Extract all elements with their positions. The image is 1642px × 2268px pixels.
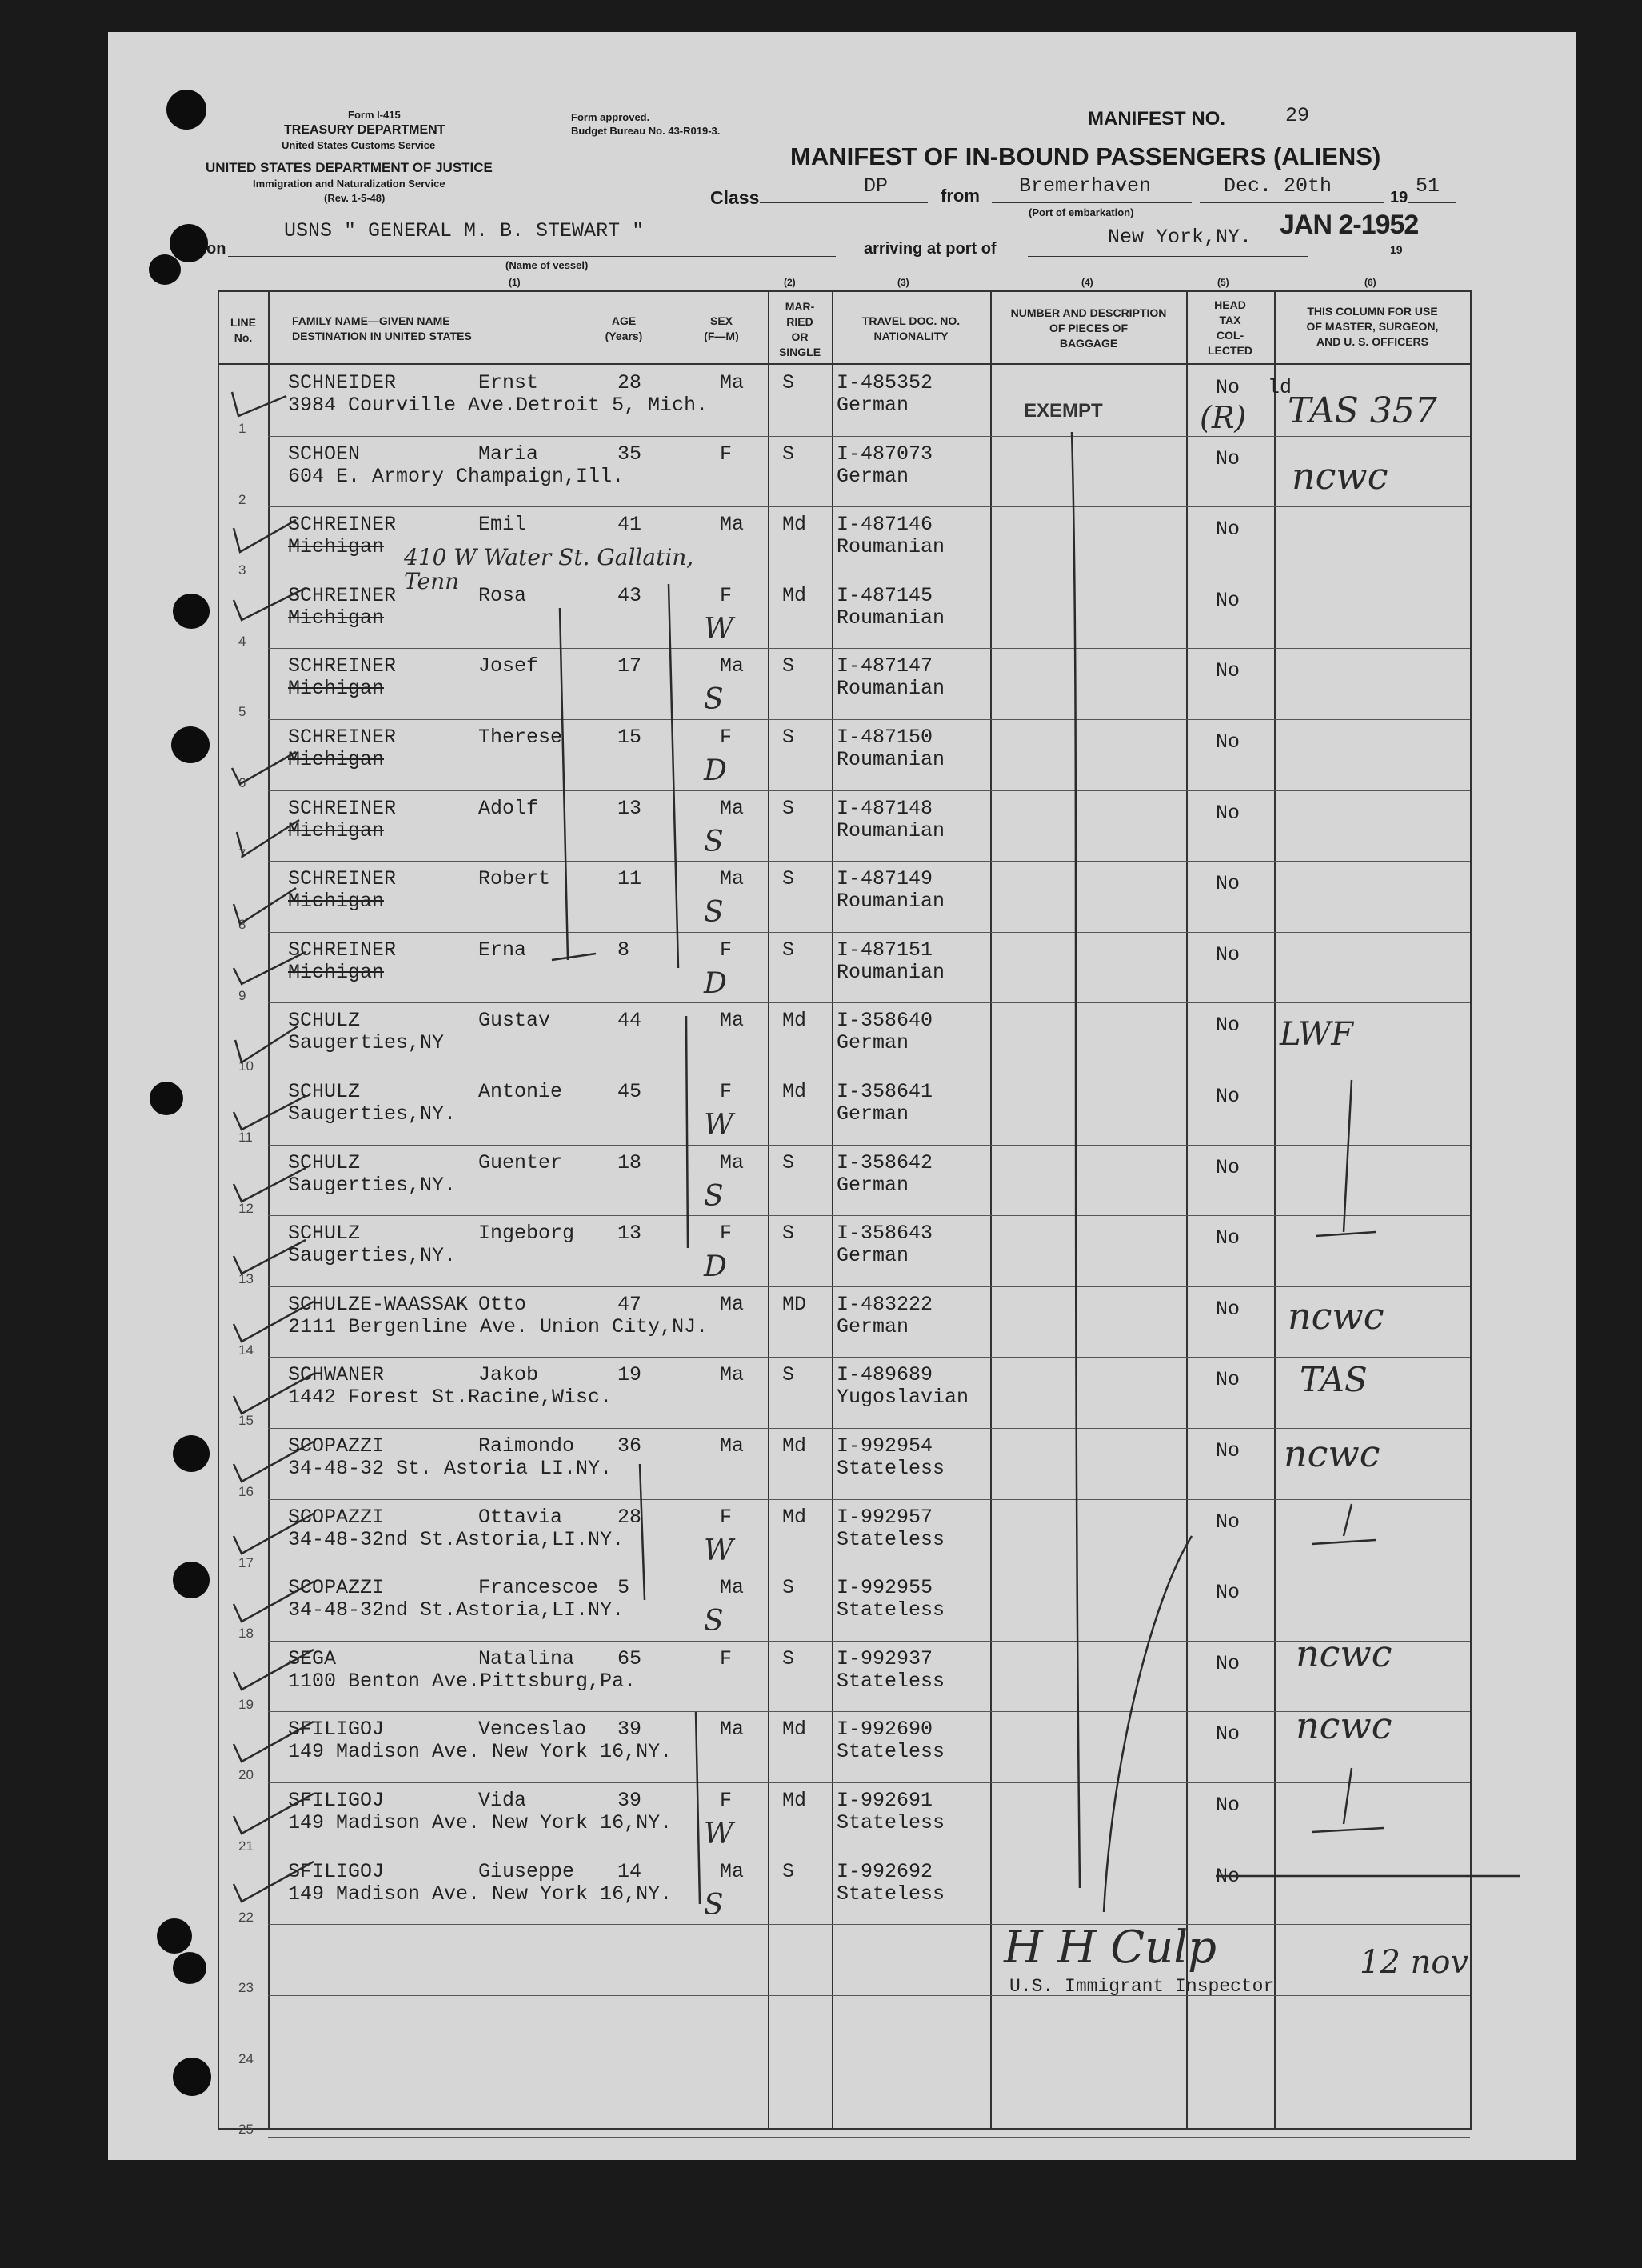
destination: 604 E. Armory Champaign,Ill.	[288, 464, 625, 488]
nationality: German	[837, 1314, 909, 1338]
handwritten-status: W	[704, 1818, 734, 1850]
col-num-3: (3)	[897, 277, 909, 288]
family-name: SCHREINER	[288, 796, 397, 820]
travel-doc-no: I-992692	[837, 1859, 933, 1883]
sex: Ma	[720, 1363, 745, 1387]
destination: 1100 Benton Ave.Pittsburg,Pa.	[288, 1669, 637, 1693]
nationality: German	[837, 394, 909, 417]
officer-note-10: LWF	[1280, 1016, 1353, 1053]
destination: 149 Madison Ave. New York 16,NY.	[288, 1811, 673, 1834]
destination: Saugerties,NY	[288, 1031, 445, 1055]
sex: Ma	[720, 1576, 745, 1600]
sex: F	[720, 938, 733, 962]
head-tax: No	[1216, 376, 1240, 399]
travel-doc-no: I-358640	[837, 1009, 933, 1033]
travel-doc-no: I-992691	[837, 1789, 933, 1812]
age: 13	[617, 1222, 642, 1246]
given-name: Ernst	[478, 371, 539, 394]
head-tax: No	[1216, 1510, 1240, 1534]
destination: Saugerties,NY.	[288, 1244, 457, 1268]
officer-note-1: TAS 357	[1288, 390, 1437, 431]
marital-status: S	[782, 1646, 795, 1670]
nationality: Yugoslavian	[837, 1386, 969, 1410]
head-tax: No	[1216, 1439, 1240, 1462]
header-family-name: FAMILY NAME—GIVEN NAME DESTINATION IN UNITED STATES	[292, 314, 472, 342]
family-name: SCHOEN	[288, 442, 361, 466]
line-number: 23	[238, 1980, 254, 1996]
sex: Ma	[720, 1718, 745, 1742]
col-num-4: (4)	[1081, 277, 1093, 288]
travel-doc-no: I-485352	[837, 371, 933, 394]
baggage-r-mark: (R)	[1200, 400, 1247, 435]
sex: F	[720, 1789, 733, 1812]
given-name: Gustav	[478, 1009, 551, 1033]
marital-status: S	[782, 442, 795, 466]
head-tax: No	[1216, 1581, 1240, 1605]
age: 39	[617, 1789, 642, 1812]
given-name: Ottavia	[478, 1505, 563, 1529]
age: 44	[617, 1009, 642, 1033]
marital-status: S	[782, 371, 795, 394]
sex: Ma	[720, 1009, 745, 1033]
header-sex: SEX (F—M)	[704, 314, 739, 342]
nationality: Stateless	[837, 1669, 945, 1693]
destination: 34-48-32nd St.Astoria,LI.NY.	[288, 1598, 625, 1622]
given-name: Therese	[478, 726, 563, 749]
year-prefix: 19	[1390, 189, 1408, 206]
family-name: SCOPAZZI	[288, 1576, 385, 1600]
sex: F	[720, 1222, 733, 1246]
baggage-exempt-stamp: EXEMPT	[1024, 400, 1103, 422]
age: 35	[617, 442, 642, 466]
vessel-label: (Name of vessel)	[505, 259, 589, 271]
sex: Ma	[720, 513, 745, 537]
sex: Ma	[720, 796, 745, 820]
line-number: 17	[238, 1554, 254, 1570]
marital-status: S	[782, 867, 795, 891]
nationality: Roumanian	[837, 890, 945, 914]
family-name: SCHREINER	[288, 583, 397, 607]
marital-status: S	[782, 1222, 795, 1246]
age: 15	[617, 726, 642, 749]
age: 39	[617, 1718, 642, 1742]
departure-date: Dec. 20th	[1224, 174, 1332, 198]
header-married: MAR- RIED OR SINGLE	[778, 300, 821, 358]
line-number: 7	[238, 846, 246, 862]
given-name: Jakob	[478, 1363, 539, 1387]
line-number: 24	[238, 2050, 254, 2066]
destination: Michigan	[288, 748, 385, 771]
marital-status: S	[782, 1576, 795, 1600]
given-name: Adolf	[478, 796, 539, 820]
note-mark: ld	[1268, 376, 1292, 399]
destination: 34-48-32nd St.Astoria,LI.NY.	[288, 1527, 625, 1551]
marital-status: S	[782, 726, 795, 749]
head-tax: No	[1216, 1368, 1240, 1392]
head-tax: No	[1216, 1651, 1240, 1675]
sex: F	[720, 583, 733, 607]
nationality: Roumanian	[837, 818, 945, 842]
age: 45	[617, 1080, 642, 1103]
travel-doc-no: I-487147	[837, 654, 933, 678]
destination: Michigan	[288, 890, 385, 914]
travel-doc-no: I-992937	[837, 1646, 933, 1670]
line-number: 5	[238, 704, 246, 720]
handwritten-status: S	[704, 1605, 724, 1638]
given-name: Guenter	[478, 1150, 563, 1174]
nationality: German	[837, 1102, 909, 1126]
line-number: 3	[238, 562, 246, 578]
travel-doc-no: I-992955	[837, 1576, 933, 1600]
handwritten-status: S	[704, 1179, 724, 1213]
age: 65	[617, 1646, 642, 1670]
travel-doc-no: I-487073	[837, 442, 933, 466]
head-tax: No	[1216, 1297, 1240, 1321]
given-name: Robert	[478, 867, 551, 891]
given-name: Natalina	[478, 1646, 575, 1670]
family-name: SCHWANER	[288, 1363, 385, 1387]
travel-doc-no: I-358643	[837, 1222, 933, 1246]
nationality: Stateless	[837, 1457, 945, 1480]
travel-doc-no: I-487149	[837, 867, 933, 891]
sex: F	[720, 1646, 733, 1670]
destination: 149 Madison Ave. New York 16,NY.	[288, 1740, 673, 1764]
year-prefix-2: 19	[1390, 243, 1403, 256]
sex: F	[720, 442, 733, 466]
officer-note-16: ncwc	[1284, 1432, 1380, 1475]
travel-doc-no: I-487150	[837, 726, 933, 749]
travel-doc-no: I-992690	[837, 1718, 933, 1742]
destination: 2111 Bergenline Ave. Union City,NJ.	[288, 1314, 709, 1338]
destination: Michigan	[288, 606, 385, 630]
handwritten-status: S	[704, 683, 724, 717]
officer-note-2: ncwc	[1292, 454, 1388, 498]
col-num-2: (2)	[784, 277, 796, 288]
family-name: SCOPAZZI	[288, 1434, 385, 1458]
manifest-title: MANIFEST OF IN-BOUND PASSENGERS (ALIENS)	[790, 142, 1381, 170]
marital-status: Md	[782, 1718, 807, 1742]
destination: Michigan	[288, 960, 385, 984]
family-name: SCHREINER	[288, 938, 397, 962]
handwritten-status: D	[704, 754, 727, 787]
col-num-6: (6)	[1364, 277, 1376, 288]
family-name: SFILIGOJ	[288, 1718, 385, 1742]
marital-status: MD	[782, 1292, 807, 1316]
col-num-5: (5)	[1217, 277, 1229, 288]
arriving-label: arriving at port of	[864, 240, 997, 258]
age: 19	[617, 1363, 642, 1387]
travel-doc-no: I-992954	[837, 1434, 933, 1458]
destination: 1442 Forest St.Racine,Wisc.	[288, 1386, 613, 1410]
given-name: Francescoe	[478, 1576, 599, 1600]
from-label: from	[941, 186, 980, 206]
header-line-no: LINE No.	[230, 316, 256, 344]
head-tax: No	[1216, 1794, 1240, 1817]
header-travel-doc: TRAVEL DOC. NO. NATIONALITY	[861, 314, 961, 342]
age: 28	[617, 371, 642, 394]
officer-note-19: ncwc	[1296, 1632, 1392, 1675]
destination: 149 Madison Ave. New York 16,NY.	[288, 1882, 673, 1906]
sex: Ma	[720, 1150, 745, 1174]
family-name: SCHULZ	[288, 1009, 361, 1033]
destination: 3984 Courville Ave.Detroit 5, Mich.	[288, 394, 709, 417]
line-number: 14	[238, 1342, 254, 1358]
handwritten-status: W	[704, 612, 734, 646]
handwritten-status: S	[704, 1888, 724, 1922]
age: 43	[617, 583, 642, 607]
nationality: German	[837, 1244, 909, 1268]
head-tax: No	[1216, 1014, 1240, 1038]
travel-doc-no: I-487148	[837, 796, 933, 820]
sex: F	[720, 726, 733, 749]
line-number: 21	[238, 1838, 254, 1854]
given-name: Giuseppe	[478, 1859, 575, 1883]
family-name: SCHREINER	[288, 513, 397, 537]
marital-status: S	[782, 1859, 795, 1883]
destination: 34-48-32 St. Astoria LI.NY.	[288, 1457, 613, 1480]
marital-status: Md	[782, 1009, 807, 1033]
vessel-name: USNS " GENERAL M. B. STEWART "	[284, 219, 645, 242]
check-marks	[232, 392, 314, 1902]
inspector-signature: H H Culp	[1004, 1922, 1217, 1974]
line-number: 8	[238, 917, 246, 933]
age: 5	[617, 1576, 630, 1600]
age: 17	[617, 654, 642, 678]
from-value: Bremerhaven	[1019, 174, 1152, 198]
nationality: German	[837, 1031, 909, 1055]
sex: F	[720, 1080, 733, 1103]
nationality: Roumanian	[837, 535, 945, 559]
nationality: German	[837, 1173, 909, 1197]
marital-status: S	[782, 796, 795, 820]
given-name: Ingeborg	[478, 1222, 575, 1246]
given-name: Venceslao	[478, 1718, 587, 1742]
line-number: 12	[238, 1200, 254, 1216]
year-suffix: 51	[1416, 174, 1440, 198]
nationality: German	[837, 464, 909, 488]
age: 36	[617, 1434, 642, 1458]
nationality: Stateless	[837, 1811, 945, 1834]
sex: Ma	[720, 371, 745, 394]
nationality: Roumanian	[837, 960, 945, 984]
line-number: 9	[238, 987, 246, 1003]
family-name: SCHREINER	[288, 867, 397, 891]
inspector-label: U.S. Immigrant Inspector	[1009, 1976, 1275, 1997]
family-brackets	[552, 432, 1520, 1912]
nationality: Roumanian	[837, 677, 945, 701]
marital-status: S	[782, 1150, 795, 1174]
handwritten-status: S	[704, 825, 724, 858]
line-number: 10	[238, 1058, 254, 1074]
line-number: 22	[238, 1909, 254, 1925]
head-tax: No	[1216, 446, 1240, 470]
treasury-dept: TREASURY DEPARTMENT	[284, 123, 445, 137]
destination: Saugerties,NY.	[288, 1173, 457, 1197]
family-name: SCHULZ	[288, 1080, 361, 1103]
officer-note-20: ncwc	[1296, 1704, 1392, 1747]
header-head-tax: HEAD TAX COL- LECTED	[1208, 298, 1252, 357]
line-number: 20	[238, 1767, 254, 1783]
head-tax: No	[1216, 1155, 1240, 1179]
rev-date: (Rev. 1-5-48)	[324, 192, 386, 204]
head-tax: No	[1216, 1864, 1240, 1888]
class-value: DP	[864, 174, 889, 198]
sex: F	[720, 1505, 733, 1529]
line-number: 18	[238, 1626, 254, 1642]
sex: Ma	[720, 1859, 745, 1883]
marital-status: Md	[782, 583, 807, 607]
class-label: Class	[710, 187, 760, 208]
header-age: AGE (Years)	[605, 314, 643, 342]
sex: Ma	[720, 654, 745, 678]
sex: Ma	[720, 867, 745, 891]
header-baggage: NUMBER AND DESCRIPTION OF PIECES OF BAGGAGE	[1010, 306, 1167, 350]
head-tax: No	[1216, 1085, 1240, 1108]
handwritten-address: 410 W Water St. Gallatin, Tenn	[404, 544, 694, 594]
given-name: Antonie	[478, 1080, 563, 1103]
header-officers: THIS COLUMN FOR USE OF MASTER, SURGEON, AND U. S. OFFICERS	[1306, 305, 1439, 348]
inspector-date-note: 12 nov	[1360, 1944, 1469, 1981]
travel-doc-no: I-358642	[837, 1150, 933, 1174]
family-name: SCHULZ	[288, 1150, 361, 1174]
head-tax: No	[1216, 1226, 1240, 1250]
marital-status: S	[782, 938, 795, 962]
marital-status: S	[782, 654, 795, 678]
ins-service: Immigration and Naturalization Service	[253, 178, 445, 190]
given-name: Raimondo	[478, 1434, 575, 1458]
line-number: 25	[238, 2122, 254, 2138]
head-tax: No	[1216, 942, 1240, 966]
family-name: SCHREINER	[288, 726, 397, 749]
head-tax: No	[1216, 1722, 1240, 1746]
family-name: SCHREINER	[288, 654, 397, 678]
handwritten-status: W	[704, 1109, 734, 1142]
on-label: on	[206, 240, 226, 258]
given-name: Otto	[478, 1292, 527, 1316]
family-name: SCHULZE-WAASSAK	[288, 1292, 469, 1316]
family-name: SFILIGOJ	[288, 1859, 385, 1883]
head-tax: No	[1216, 588, 1240, 612]
age: 18	[617, 1150, 642, 1174]
line-number: 16	[238, 1484, 254, 1499]
family-name: SCOPAZZI	[288, 1505, 385, 1529]
travel-doc-no: I-358641	[837, 1080, 933, 1103]
arrival-date-stamp: JAN 2-1952	[1280, 210, 1419, 240]
family-name: SFILIGOJ	[288, 1789, 385, 1812]
form-number: Form I-415	[348, 109, 401, 121]
destination: Michigan	[288, 535, 385, 559]
travel-doc-no: I-487151	[837, 938, 933, 962]
given-name: Maria	[478, 442, 539, 466]
sex: Ma	[720, 1292, 745, 1316]
marital-status: Md	[782, 1505, 807, 1529]
head-tax: No	[1216, 801, 1240, 825]
age: 11	[617, 867, 642, 891]
marital-status: Md	[782, 1434, 807, 1458]
port-of-embarkation-label: (Port of embarkation)	[1029, 206, 1134, 218]
age: 41	[617, 513, 642, 537]
line-number: 19	[238, 1696, 254, 1712]
handwritten-status: W	[704, 1534, 734, 1567]
handwritten-status: D	[704, 966, 727, 1000]
head-tax: No	[1216, 659, 1240, 683]
head-tax: No	[1216, 872, 1240, 896]
marital-status: Md	[782, 513, 807, 537]
line-number: 11	[238, 1130, 253, 1145]
family-name: SEGA	[288, 1646, 337, 1670]
col-num-1: (1)	[509, 277, 521, 288]
customs-service: United States Customs Service	[282, 139, 436, 151]
handwritten-status: D	[704, 1250, 727, 1284]
age: 8	[617, 938, 630, 962]
arriving-port: New York,NY.	[1108, 226, 1252, 249]
nationality: Roumanian	[837, 606, 945, 630]
officer-note-14: ncwc	[1288, 1294, 1384, 1338]
travel-doc-no: I-992957	[837, 1505, 933, 1529]
marital-status: Md	[782, 1789, 807, 1812]
budget-bureau: Budget Bureau No. 43-R019-3.	[571, 125, 721, 137]
travel-doc-no: I-489689	[837, 1363, 933, 1387]
nationality: Roumanian	[837, 748, 945, 771]
age: 14	[617, 1859, 642, 1883]
sex: Ma	[720, 1434, 745, 1458]
form-approved: Form approved.	[571, 111, 650, 123]
marital-status: Md	[782, 1080, 807, 1103]
manifest-no-label: MANIFEST NO.	[1088, 108, 1225, 130]
given-name: Josef	[478, 654, 539, 678]
officer-note-15: TAS	[1300, 1360, 1368, 1399]
justice-dept: UNITED STATES DEPARTMENT OF JUSTICE	[206, 160, 493, 175]
nationality: Stateless	[837, 1527, 945, 1551]
destination: Michigan	[288, 818, 385, 842]
line-number: 4	[238, 633, 246, 649]
given-name: Vida	[478, 1789, 527, 1812]
line-number: 1	[238, 421, 246, 436]
given-name: Emil	[478, 513, 527, 537]
nationality: Stateless	[837, 1740, 945, 1764]
destination: Saugerties,NY.	[288, 1102, 457, 1126]
head-tax: No	[1216, 730, 1240, 754]
travel-doc-no: I-483222	[837, 1292, 933, 1316]
line-number: 13	[238, 1271, 254, 1287]
handwritten-status: S	[704, 896, 724, 930]
age: 28	[617, 1505, 642, 1529]
age: 47	[617, 1292, 642, 1316]
nationality: Stateless	[837, 1882, 945, 1906]
family-name: SCHNEIDER	[288, 371, 397, 394]
marital-status: S	[782, 1363, 795, 1387]
line-number: 2	[238, 491, 246, 507]
manifest-no: 29	[1285, 104, 1310, 127]
age: 13	[617, 796, 642, 820]
line-number: 6	[238, 775, 246, 790]
travel-doc-no: I-487146	[837, 513, 933, 537]
nationality: Stateless	[837, 1598, 945, 1622]
destination: Michigan	[288, 677, 385, 701]
family-name: SCHULZ	[288, 1222, 361, 1246]
travel-doc-no: I-487145	[837, 583, 933, 607]
head-tax: No	[1216, 518, 1240, 542]
given-name: Erna	[478, 938, 527, 962]
line-number: 15	[238, 1413, 254, 1429]
given-name: Rosa	[478, 583, 527, 607]
